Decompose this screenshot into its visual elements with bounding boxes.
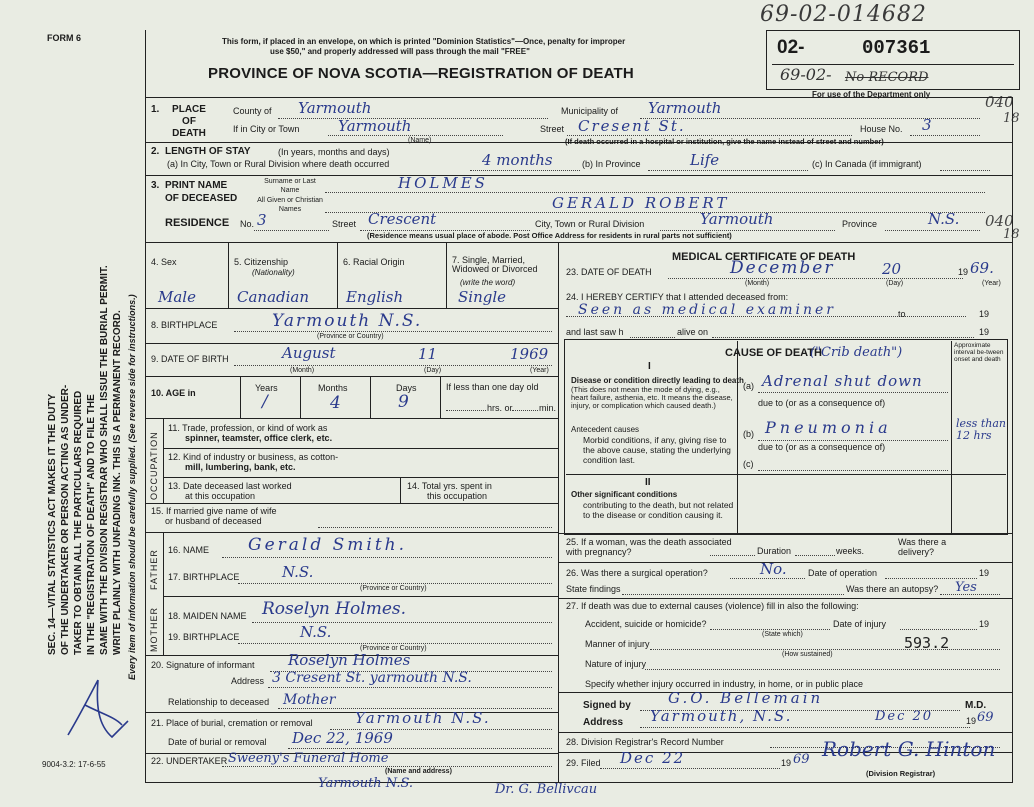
undertaker-label: 22. UNDERTAKER — [151, 756, 228, 766]
mother-name-label: 18. MAIDEN NAME — [168, 611, 247, 621]
citizenship-value: Canadian — [237, 288, 310, 306]
burial-place-value: Yarmouth N.S. — [355, 709, 491, 727]
alive-on-label: alive on — [677, 327, 709, 337]
street-label: Street — [540, 124, 565, 134]
city-name-sub: (Name) — [408, 137, 432, 144]
cause-a-value: Adrenal shut down — [762, 372, 923, 390]
form-title: PROVINCE OF NOVA SCOTIA—REGISTRATION OF DEATH — [208, 65, 634, 82]
due-to-1: due to (or as a consequence of) — [758, 398, 886, 408]
medical-title: MEDICAL CERTIFICATE OF DEATH — [672, 251, 856, 263]
stay-a-label: (a) In City, Town or Rural Division where death occurred — [167, 159, 390, 169]
death-date-label: 23. DATE OF DEATH — [566, 267, 652, 277]
side-instruction-6: WRITE PLAINLY WITH UNFADING INK. THIS IS A PERMANENT RECORD. — [112, 310, 123, 655]
occ-11-sub: spinner, teamster, office clerk, etc. — [185, 433, 333, 443]
informant-signature-value: Roselyn Holmes — [288, 651, 411, 669]
roman-1: I — [648, 361, 651, 372]
municipality-value: Yarmouth — [648, 99, 722, 117]
undertaker-value: Sweeny's Funeral Home — [228, 751, 389, 766]
other-conditions-note: contributing to the death, but not related to the disease or condition causing it. — [583, 500, 734, 520]
dob-month-sub: (Month) — [290, 367, 315, 374]
cause-c-label: (c) — [743, 459, 754, 469]
surgery-value: No. — [760, 560, 787, 578]
relationship-label: Relationship to deceased — [168, 697, 270, 707]
father-name-label: 16. NAME — [168, 545, 210, 555]
doctor-address-value: Yarmouth, N.S. — [650, 707, 793, 725]
manner-label: Manner of injury — [585, 639, 650, 649]
father-birthplace-label: 17. BIRTHPLACE — [168, 572, 240, 582]
cause-b-interval: less than 12 hrs — [956, 417, 1006, 442]
age-months-label: Months — [318, 383, 348, 393]
father-name-value: Gerald Smith. — [248, 535, 408, 555]
signed-by-value: G.O. Bellemain — [668, 689, 824, 707]
residence-label: RESIDENCE — [165, 217, 230, 229]
dob-year-sub: (Year) — [530, 367, 549, 374]
cause-of-death-title: CAUSE OF DEATH — [725, 347, 822, 359]
side-instruction-7: Every item of information should be carefully supplied. (See reverse side for instructions.) — [127, 294, 137, 680]
doctor-note: Dr. G. Bellivcau — [495, 782, 598, 797]
external-causes-label: 27. If death was due to external causes (violence) fill in also the following: — [566, 601, 859, 611]
residence-city-value: Yarmouth — [700, 210, 774, 228]
specify-label: Specify whether injury occurred in industry, in home, or in public place — [585, 679, 863, 689]
cause-a-label: (a) — [743, 381, 754, 391]
margin-code-1: 040 — [985, 93, 1014, 111]
side-instruction-3: TAKER TO OBTAIN ALL THE PARTICULARS REQUIRED — [73, 390, 84, 655]
stay-c-label: (c) In Canada (if immigrant) — [812, 159, 922, 169]
residence-no-value: 3 — [257, 211, 267, 229]
signed-by-label: Signed by — [583, 700, 631, 711]
birthplace-label: 8. BIRTHPLACE — [151, 320, 218, 330]
filed-year-value: 69 — [793, 752, 810, 767]
age-years-value: / — [262, 392, 268, 412]
dob-year-value: 1969 — [510, 345, 549, 363]
certify-label: 24. I HEREBY CERTIFY that I attended deceased from: — [566, 292, 789, 302]
age-months-value: 4 — [330, 393, 341, 413]
doctor-address-label: Address — [583, 717, 624, 728]
roman-2: II — [645, 477, 651, 488]
nature-label: Nature of injury — [585, 659, 647, 669]
relationship-value: Mother — [283, 692, 336, 708]
cause-b-label: (b) — [743, 429, 754, 439]
sex-label: 4. Sex — [151, 257, 177, 267]
burial-place-label: 21. Place of burial, cremation or removal — [151, 718, 313, 728]
occ-12-sub: mill, lumbering, bank, etc. — [185, 462, 296, 472]
mother-side-label: MOTHER — [149, 607, 159, 652]
death-year-sub: (Year) — [982, 280, 1001, 287]
residence-city-label: City, Town or Rural Division — [535, 219, 645, 229]
accident-label: Accident, suicide or homicide? — [585, 619, 707, 629]
racial-origin-label: 6. Racial Origin — [343, 257, 405, 267]
antecedent-note: Morbid conditions, if any, giving rise to the above cause, stating the underlying condition last. — [583, 435, 731, 465]
mother-birthplace-label: 19. BIRTHPLACE — [168, 632, 240, 642]
margin-code-1b: 18 — [1003, 111, 1020, 126]
residence-province-value: N.S. — [928, 210, 960, 228]
death-day-value: 20 — [882, 260, 902, 278]
death-day-sub: (Day) — [886, 280, 904, 287]
side-instruction-1: SEC. 14—VITAL STATISTICS ACT MAKES IT THE DUTY — [47, 393, 58, 655]
dob-day-sub: (Day) — [424, 367, 442, 374]
date-of-injury-label: Date of injury — [833, 619, 887, 629]
age-years-label: Years — [255, 383, 278, 393]
birthplace-value: Yarmouth N.S. — [272, 311, 423, 331]
alive-on-19: 19 — [979, 327, 990, 337]
death-month-sub: (Month) — [745, 280, 770, 287]
item-3-number: 3. — [151, 180, 160, 191]
surgery-label: 26. Was there a surgical operation? — [566, 568, 708, 578]
occ-13-sub: at this occupation — [185, 491, 256, 501]
form-number: FORM 6 — [47, 33, 82, 43]
duration-label: Duration — [757, 546, 792, 556]
disease-label: Disease or condition directly leading to death — [571, 376, 744, 385]
age-label: 10. AGE in — [151, 388, 196, 398]
top-serial-number: 69-02-014682 — [760, 2, 927, 27]
given-names-value: GERALD ROBERT — [552, 194, 730, 212]
autopsy-label: Was there an autopsy? — [846, 584, 939, 594]
doctor-date-19: 19 — [966, 716, 977, 726]
registrar-number-label: 28. Division Registrar's Record Number — [566, 737, 724, 747]
informant-address-label: Address — [231, 676, 265, 686]
informant-address-value: 3 Cresent St. yarmouth N.S. — [272, 670, 472, 686]
dob-month-value: August — [282, 344, 336, 362]
marital-value: Single — [458, 288, 507, 306]
citizenship-label: 5. Citizenship — [234, 257, 289, 267]
residence-no-label: No. — [240, 219, 255, 229]
side-instruction-2: OF THE UNDERTAKER OR PERSON ACTING AS UNDER- — [60, 384, 71, 655]
state-which-sub: (State which) — [762, 631, 803, 638]
municipality-label: Municipality of — [561, 106, 619, 116]
other-conditions-label: Other significant conditions — [571, 490, 678, 499]
occupation-side-label: OCCUPATION — [149, 431, 159, 500]
certify-19: 19 — [979, 309, 990, 319]
stay-a-value: 4 months — [482, 151, 553, 169]
date-of-operation-label: Date of operation — [808, 568, 878, 578]
registrar-sub: (Division Registrar) — [866, 769, 936, 778]
dob-label: 9. DATE OF BIRTH — [151, 354, 229, 364]
house-label: House No. — [860, 124, 903, 134]
marital-sub: (write the word) — [460, 278, 516, 287]
how-sustained-sub: (How sustained) — [782, 651, 833, 658]
print-name-label: PRINT NAME — [165, 180, 228, 191]
residence-note: (Residence means usual place of abode. Post Office Address for residents in rural parts not sufficient) — [367, 231, 732, 240]
hrs-label: hrs. or — [487, 403, 513, 413]
occ-13-label: 13. Date deceased last worked — [168, 481, 292, 491]
residence-province-label: Province — [842, 219, 878, 229]
racial-origin-value: English — [346, 288, 404, 306]
county-value: Yarmouth — [298, 99, 372, 117]
age-days-label: Days — [396, 383, 417, 393]
residence-street-value: Crescent — [368, 210, 437, 228]
side-instruction-4: IN THE "REGISTRATION OF DEATH" AND TO FILE THE — [86, 394, 97, 655]
residence-street-label: Street — [332, 219, 357, 229]
margin-scribble — [60, 665, 135, 745]
antecedent-label: Antecedent causes — [571, 425, 640, 434]
house-value: 3 — [922, 116, 932, 134]
margin-code-2: 040 — [985, 212, 1014, 230]
certify-value: Seen as medical examiner — [578, 302, 836, 318]
autopsy-value: Yes — [955, 580, 977, 595]
side-instruction-5: SAME WITH THE DIVISION REGISTRAR WHO SHALL ISSUE THE BURIAL PERMIT. — [99, 265, 110, 655]
delivery-label: Was there a delivery? — [898, 537, 947, 557]
item-2-number: 2. — [151, 146, 160, 157]
death-year-prefix: 19 — [958, 267, 969, 277]
injury-19: 19 — [979, 619, 990, 629]
dob-day-value: 11 — [418, 345, 438, 363]
undertaker-sub: (Name and address) — [385, 768, 452, 775]
doctor-year-value: 69 — [977, 710, 994, 725]
marital-label: 7. Single, Married, Widowed or Divorced — [452, 255, 538, 274]
occ-11-label: 11. Trade, profession, or kind of work as — [168, 423, 328, 433]
stay-b-value: Life — [690, 151, 720, 169]
mail-notice-1: This form, if placed in an envelope, on which is printed "Dominion Statistics"—Once, penalty for improper — [222, 37, 626, 46]
sex-value: Male — [158, 288, 196, 306]
death-month-value: December — [730, 258, 835, 278]
mother-birthplace-value: N.S. — [300, 623, 332, 641]
filed-value: Dec 22 — [620, 749, 686, 767]
reg-number: 007361 — [862, 37, 931, 59]
filed-19: 19 — [781, 758, 792, 768]
age-days-value: 9 — [398, 392, 409, 412]
disease-note: (This does not mean the mode of dying, e.g., heart failure, asthenia, etc. It means the disease, injury, or complication which caused death.) — [571, 385, 733, 410]
cause-of-death-note: ("Crib death") — [810, 345, 903, 360]
burial-date-value: Dec 22, 1969 — [292, 729, 393, 747]
less-than-day-label: If less than one day old — [446, 382, 539, 392]
doctor-date-value: Dec 20 — [875, 709, 934, 724]
occ-14-sub: this occupation — [427, 491, 488, 501]
mail-notice-2: use $50," and properly addressed will pass through the mail "FREE" — [270, 47, 530, 56]
of-deceased-label: OF DECEASED — [165, 193, 238, 204]
reg-prefix: 02- — [777, 37, 805, 58]
mother-birthplace-sub: (Province or Country) — [360, 645, 427, 652]
father-side-label: FATHER — [149, 549, 159, 590]
cause-b-value: Pneumonia — [765, 418, 892, 437]
father-birthplace-sub: (Province or Country) — [360, 585, 427, 592]
length-of-stay-sub: (In years, months and days) — [278, 147, 390, 157]
last-saw-label: and last saw h — [566, 327, 624, 337]
place-note: (If death occurred in a hospital or institution, give the name instead of street and number) — [565, 137, 884, 146]
item-1-number: 1. — [151, 104, 160, 115]
dept-use-note: For use of the Department only — [812, 90, 931, 99]
weeks-label: weeks. — [836, 546, 865, 556]
surname-label: Surname or Last Name — [264, 178, 316, 194]
min-label: min. — [539, 403, 557, 413]
pregnancy-label: 25. If a woman, was the death associated with pregnancy? — [566, 537, 732, 557]
place-of-death-label: PLACE OF DEATH — [172, 104, 206, 139]
given-names-label: All Given or Christian Names — [257, 197, 323, 213]
certify-to: to — [898, 309, 906, 319]
spouse-label: 15. If married give name of wife — [151, 506, 277, 516]
death-year-value: 69. — [970, 259, 994, 277]
mother-name-value: Roselyn Holmes. — [262, 599, 407, 619]
occ-12-label: 12. Kind of industry or business, as cotton- — [168, 452, 339, 462]
father-birthplace-value: N.S. — [282, 563, 314, 581]
city-label: If in City or Town — [233, 124, 300, 134]
due-to-2: due to (or as a consequence of) — [758, 442, 886, 452]
stock-code: 9004-3.2: 17-6-55 — [42, 760, 106, 769]
stay-b-label: (b) In Province — [582, 159, 641, 169]
citizenship-sub: (Nationality) — [252, 268, 295, 277]
filed-label: 29. Filed — [566, 758, 601, 768]
county-label: County of — [233, 106, 272, 116]
reg-handwritten: 69-02- — [780, 65, 832, 84]
birthplace-sub: (Province or Country) — [317, 333, 384, 340]
manner-code: 593.2 — [904, 634, 950, 652]
spouse-sub: or husband of deceased — [165, 516, 262, 526]
city-value: Yarmouth — [338, 117, 412, 135]
state-findings-label: State findings — [566, 584, 621, 594]
burial-date-label: Date of burial or removal — [168, 737, 267, 747]
street-value: Cresent St. — [578, 117, 686, 135]
md-label: M.D. — [965, 700, 987, 711]
approx-interval-label: Approximate interval be-tween onset and death — [954, 342, 1004, 363]
informant-signature-label: 20. Signature of informant — [151, 660, 255, 670]
reg-struck-text: No RECORD — [845, 70, 929, 85]
undertaker-address: Yarmouth N.S. — [318, 776, 414, 791]
margin-code-2b: 18 — [1003, 227, 1020, 242]
registrar-signature: Robert G. Hinton — [822, 737, 996, 761]
occ-14-label: 14. Total yrs. spent in — [407, 481, 492, 491]
operation-19: 19 — [979, 568, 990, 578]
surname-value: HOLMES — [398, 174, 488, 192]
length-of-stay-label: LENGTH OF STAY — [165, 146, 251, 157]
